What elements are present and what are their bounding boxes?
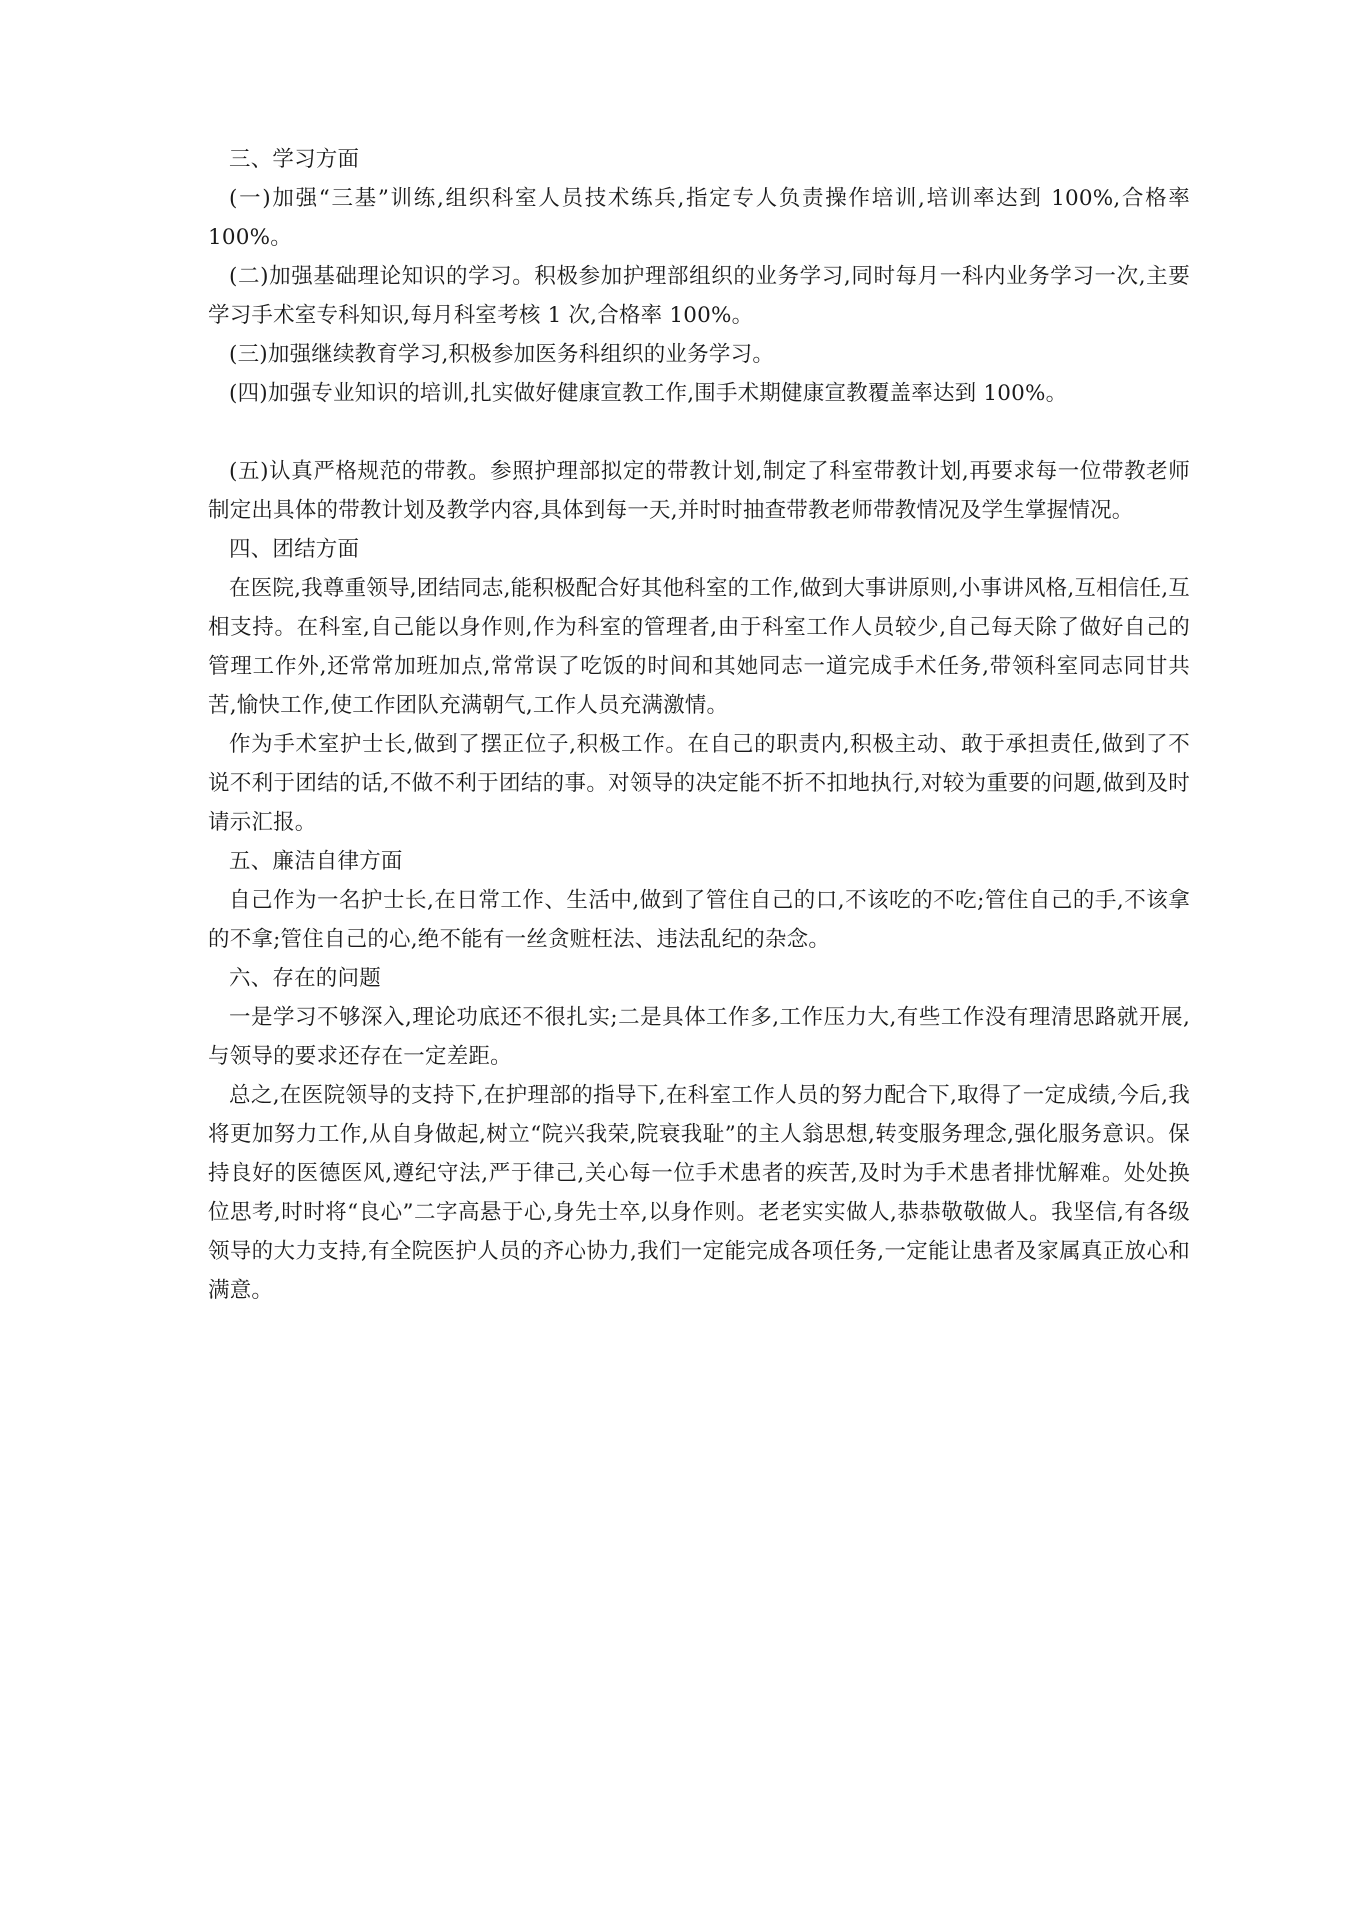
document-body [208, 140, 1190, 1310]
section-heading-problems: 六、存在的问题 [229, 966, 381, 991]
paragraph-problems: 一是学习不够深入,理论功底还不很扎实;二是具体工作多,工作压力大,有些工作没有理清思路就开展,与领导的要求还存在一定差距。 [208, 1005, 1190, 1069]
paragraph-study-1: (一)加强“三基”训练,组织科室人员技术练兵,指定专人负责操作培训,培训率达到 100%,合格率 100%。 [208, 186, 1190, 250]
paragraph-unity-1: 在医院,我尊重领导,团结同志,能积极配合好其他科室的工作,做到大事讲原则,小事讲风格,互相信任,互相支持。在科室,自己能以身作则,作为科室的管理者,由于科室工作人员较少,自己每天除了做好自己的管理工作外,还常常加班加点,常常误了吃饭的时间和其她同志一道完成手术任务,带领科室同志同甘共苦,愉快工作,使工作团队充满朝气,工作人员充满激情。 [208, 576, 1190, 718]
section-heading-study: 三、学习方面 [229, 147, 360, 172]
paragraph-unity-2: 作为手术室护士长,做到了摆正位子,积极工作。在自己的职责内,积极主动、敢于承担责任,做到了不说不利于团结的话,不做不利于团结的事。对领导的决定能不折不扣地执行,对较为重要的问题,做到及时请示汇报。 [208, 732, 1190, 835]
paragraph-conclusion: 总之,在医院领导的支持下,在护理部的指导下,在科室工作人员的努力配合下,取得了一定成绩,今后,我将更加努力工作,从自身做起,树立“院兴我荣,院衰我耻”的主人翁思想,转变服务理念,强化服务意识。保持良好的医德医风,遵纪守法,严于律己,关心每一位手术患者的疾苦,及时为手术患者排忧解难。处处换位思考,时时将“良心”二字高悬于心,身先士卒,以身作则。老老实实做人,恭恭敬敬做人。我坚信,有各级领导的大力支持,有全院医护人员的齐心协力,我们一定能完成各项任务,一定能让患者及家属真正放心和满意。 [208, 1083, 1190, 1303]
paragraph-study-5: (五)认真严格规范的带教。参照护理部拟定的带教计划,制定了科室带教计划,再要求每一位带教老师制定出具体的带教计划及教学内容,具体到每一天,并时时抽查带教老师带教情况及学生掌握情况。 [208, 459, 1190, 523]
paragraph-study-2: (二)加强基础理论知识的学习。积极参加护理部组织的业务学习,同时每月一科内业务学习一次,主要学习手术室专科知识,每月科室考核 1 次,合格率 100%。 [208, 264, 1190, 328]
paragraph-integrity: 自己作为一名护士长,在日常工作、生活中,做到了管住自己的口,不该吃的不吃;管住自己的手,不该拿的不拿;管住自己的心,绝不能有一丝贪赃枉法、违法乱纪的杂念。 [208, 888, 1190, 952]
paragraph-study-4: (四)加强专业知识的培训,扎实做好健康宣教工作,围手术期健康宣教覆盖率达到 100%。 [229, 381, 1068, 406]
paragraph-study-3: (三)加强继续教育学习,积极参加医务科组织的业务学习。 [229, 342, 775, 367]
section-heading-integrity: 五、廉洁自律方面 [229, 849, 403, 874]
section-heading-unity: 四、团结方面 [229, 537, 360, 562]
